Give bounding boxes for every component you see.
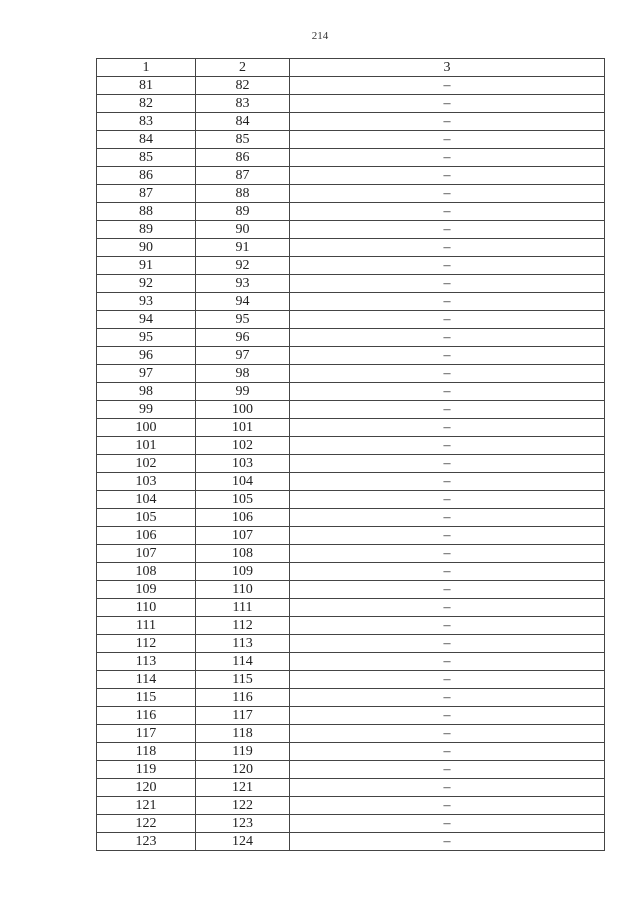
table-cell-col-2: 118	[196, 725, 290, 743]
table-cell-col-1: 85	[97, 149, 196, 167]
table-cell-col-2: 110	[196, 581, 290, 599]
table-row	[97, 635, 605, 653]
table-cell-col-1: 96	[97, 347, 196, 365]
table-row	[97, 473, 605, 491]
table-cell-col-1: 114	[97, 671, 196, 689]
table-cell-col-3: –	[290, 797, 605, 815]
table-cell-col-3: –	[290, 527, 605, 545]
table-cell-col-1: 91	[97, 257, 196, 275]
table-cell-col-2: 120	[196, 761, 290, 779]
table-row	[97, 293, 605, 311]
table-cell-col-1: 99	[97, 401, 196, 419]
table-cell-col-1: 102	[97, 455, 196, 473]
table-row	[97, 167, 605, 185]
table-cell-col-2: 88	[196, 185, 290, 203]
table-cell-col-1: 104	[97, 491, 196, 509]
table-row	[97, 725, 605, 743]
table-cell-col-3: –	[290, 599, 605, 617]
table-cell-col-1: 83	[97, 113, 196, 131]
table-row	[97, 437, 605, 455]
table-cell-col-3: –	[290, 257, 605, 275]
table-cell-col-2: 91	[196, 239, 290, 257]
table-cell-col-1: 92	[97, 275, 196, 293]
table-cell-col-1: 97	[97, 365, 196, 383]
table-cell-col-3: –	[290, 455, 605, 473]
table-row	[97, 761, 605, 779]
page-number: 214	[311, 30, 329, 42]
table-cell-col-1: 106	[97, 527, 196, 545]
table-row	[97, 491, 605, 509]
table-cell-col-3: –	[290, 473, 605, 491]
table-cell-col-2: 103	[196, 455, 290, 473]
table-cell-col-2: 123	[196, 815, 290, 833]
table-cell-col-3: –	[290, 635, 605, 653]
table-cell-col-2: 107	[196, 527, 290, 545]
table-cell-col-3: –	[290, 617, 605, 635]
table-cell-col-3: –	[290, 131, 605, 149]
table-cell-col-2: 98	[196, 365, 290, 383]
table-cell-col-3: –	[290, 401, 605, 419]
table-cell-col-1: 118	[97, 743, 196, 761]
table-row	[97, 653, 605, 671]
table-cell-col-1: 103	[97, 473, 196, 491]
table-cell-col-1: 84	[97, 131, 196, 149]
table-row	[97, 383, 605, 401]
table-cell-col-1: 113	[97, 653, 196, 671]
table-cell-col-3: –	[290, 545, 605, 563]
table-cell-col-2: 111	[196, 599, 290, 617]
table-cell-col-3: –	[290, 329, 605, 347]
table-row	[97, 401, 605, 419]
table-row	[97, 239, 605, 257]
table-cell-col-2: 102	[196, 437, 290, 455]
table-cell-col-2: 96	[196, 329, 290, 347]
table-cell-col-3: –	[290, 509, 605, 527]
table-cell-col-1: 107	[97, 545, 196, 563]
table-cell-col-1: 100	[97, 419, 196, 437]
table-cell-col-2: 90	[196, 221, 290, 239]
table-cell-col-3: –	[290, 203, 605, 221]
table-cell-col-2: 95	[196, 311, 290, 329]
table-row	[97, 95, 605, 113]
table-cell-col-2: 114	[196, 653, 290, 671]
table-row	[97, 563, 605, 581]
table-cell-col-2: 84	[196, 113, 290, 131]
table-cell-col-2: 112	[196, 617, 290, 635]
table-cell-col-1: 108	[97, 563, 196, 581]
table-row	[97, 347, 605, 365]
table-cell-col-2: 122	[196, 797, 290, 815]
table-cell-col-3: –	[290, 347, 605, 365]
table-row	[97, 419, 605, 437]
table-cell-col-2: 85	[196, 131, 290, 149]
column-header-3: 3	[290, 59, 605, 77]
table-cell-col-3: –	[290, 275, 605, 293]
table-cell-col-3: –	[290, 779, 605, 797]
table-row	[97, 149, 605, 167]
table-cell-col-3: –	[290, 383, 605, 401]
table-cell-col-3: –	[290, 221, 605, 239]
table-cell-col-1: 87	[97, 185, 196, 203]
table-cell-col-1: 109	[97, 581, 196, 599]
table-cell-col-1: 88	[97, 203, 196, 221]
table-cell-col-2: 116	[196, 689, 290, 707]
table-row	[97, 779, 605, 797]
table-cell-col-2: 115	[196, 671, 290, 689]
table-cell-col-2: 104	[196, 473, 290, 491]
table-row	[97, 707, 605, 725]
table-cell-col-1: 86	[97, 167, 196, 185]
column-header-1: 1	[97, 59, 196, 77]
table-cell-col-3: –	[290, 671, 605, 689]
table-cell-col-3: –	[290, 365, 605, 383]
table-cell-col-3: –	[290, 185, 605, 203]
table-row	[97, 131, 605, 149]
table-cell-col-3: –	[290, 815, 605, 833]
table-cell-col-1: 115	[97, 689, 196, 707]
table-row	[97, 671, 605, 689]
table-cell-col-3: –	[290, 419, 605, 437]
table-row	[97, 527, 605, 545]
table-cell-col-3: –	[290, 491, 605, 509]
table-cell-col-2: 83	[196, 95, 290, 113]
table-cell-col-1: 112	[97, 635, 196, 653]
table-cell-col-1: 121	[97, 797, 196, 815]
table-cell-col-2: 117	[196, 707, 290, 725]
table-cell-col-2: 87	[196, 167, 290, 185]
header-row	[97, 59, 605, 77]
table-row	[97, 329, 605, 347]
column-header-2: 2	[196, 59, 290, 77]
table-cell-col-2: 82	[196, 77, 290, 95]
table-row	[97, 221, 605, 239]
table-cell-col-1: 116	[97, 707, 196, 725]
table-cell-col-2: 109	[196, 563, 290, 581]
table-cell-col-1: 95	[97, 329, 196, 347]
table-cell-col-3: –	[290, 563, 605, 581]
table-cell-col-1: 94	[97, 311, 196, 329]
table-cell-col-2: 92	[196, 257, 290, 275]
data-table	[96, 58, 605, 851]
table-row	[97, 257, 605, 275]
table-row	[97, 815, 605, 833]
table-row	[97, 689, 605, 707]
table-cell-col-3: –	[290, 113, 605, 131]
table-cell-col-1: 105	[97, 509, 196, 527]
table-row	[97, 275, 605, 293]
table-cell-col-2: 105	[196, 491, 290, 509]
table-cell-col-1: 120	[97, 779, 196, 797]
table-cell-col-2: 93	[196, 275, 290, 293]
table-row	[97, 617, 605, 635]
table-row	[97, 833, 605, 851]
table-cell-col-1: 101	[97, 437, 196, 455]
table-cell-col-2: 124	[196, 833, 290, 851]
table-cell-col-1: 119	[97, 761, 196, 779]
table-cell-col-3: –	[290, 437, 605, 455]
table-row	[97, 77, 605, 95]
table-cell-col-3: –	[290, 293, 605, 311]
table-cell-col-3: –	[290, 167, 605, 185]
table-cell-col-2: 108	[196, 545, 290, 563]
table-cell-col-2: 97	[196, 347, 290, 365]
table-row	[97, 743, 605, 761]
table-cell-col-1: 117	[97, 725, 196, 743]
table-cell-col-2: 99	[196, 383, 290, 401]
table-row	[97, 311, 605, 329]
table-row	[97, 113, 605, 131]
table-row	[97, 545, 605, 563]
table-cell-col-3: –	[290, 77, 605, 95]
table-cell-col-3: –	[290, 743, 605, 761]
table-cell-col-2: 89	[196, 203, 290, 221]
table-row	[97, 599, 605, 617]
table-cell-col-1: 81	[97, 77, 196, 95]
table-cell-col-2: 113	[196, 635, 290, 653]
table-cell-col-3: –	[290, 653, 605, 671]
table-cell-col-3: –	[290, 689, 605, 707]
table-row	[97, 797, 605, 815]
table-cell-col-3: –	[290, 761, 605, 779]
table-cell-col-2: 101	[196, 419, 290, 437]
table-cell-col-2: 121	[196, 779, 290, 797]
table-cell-col-1: 110	[97, 599, 196, 617]
table-cell-col-1: 123	[97, 833, 196, 851]
table-cell-col-3: –	[290, 833, 605, 851]
table-cell-col-1: 90	[97, 239, 196, 257]
table-cell-col-2: 94	[196, 293, 290, 311]
table-cell-col-1: 93	[97, 293, 196, 311]
table-row	[97, 365, 605, 383]
table-cell-col-1: 122	[97, 815, 196, 833]
table-cell-col-2: 86	[196, 149, 290, 167]
table-row	[97, 185, 605, 203]
table-body	[97, 77, 605, 851]
table-row	[97, 203, 605, 221]
table-cell-col-3: –	[290, 239, 605, 257]
table-cell-col-2: 119	[196, 743, 290, 761]
table-cell-col-3: –	[290, 311, 605, 329]
table-cell-col-3: –	[290, 95, 605, 113]
table-cell-col-1: 111	[97, 617, 196, 635]
table-cell-col-3: –	[290, 725, 605, 743]
table-cell-col-2: 100	[196, 401, 290, 419]
table-row	[97, 509, 605, 527]
table-cell-col-1: 89	[97, 221, 196, 239]
table-row	[97, 581, 605, 599]
table-cell-col-1: 98	[97, 383, 196, 401]
table-header	[97, 59, 605, 77]
table-cell-col-3: –	[290, 581, 605, 599]
table-cell-col-1: 82	[97, 95, 196, 113]
table-cell-col-3: –	[290, 707, 605, 725]
table-cell-col-2: 106	[196, 509, 290, 527]
table-cell-col-3: –	[290, 149, 605, 167]
table-row	[97, 455, 605, 473]
